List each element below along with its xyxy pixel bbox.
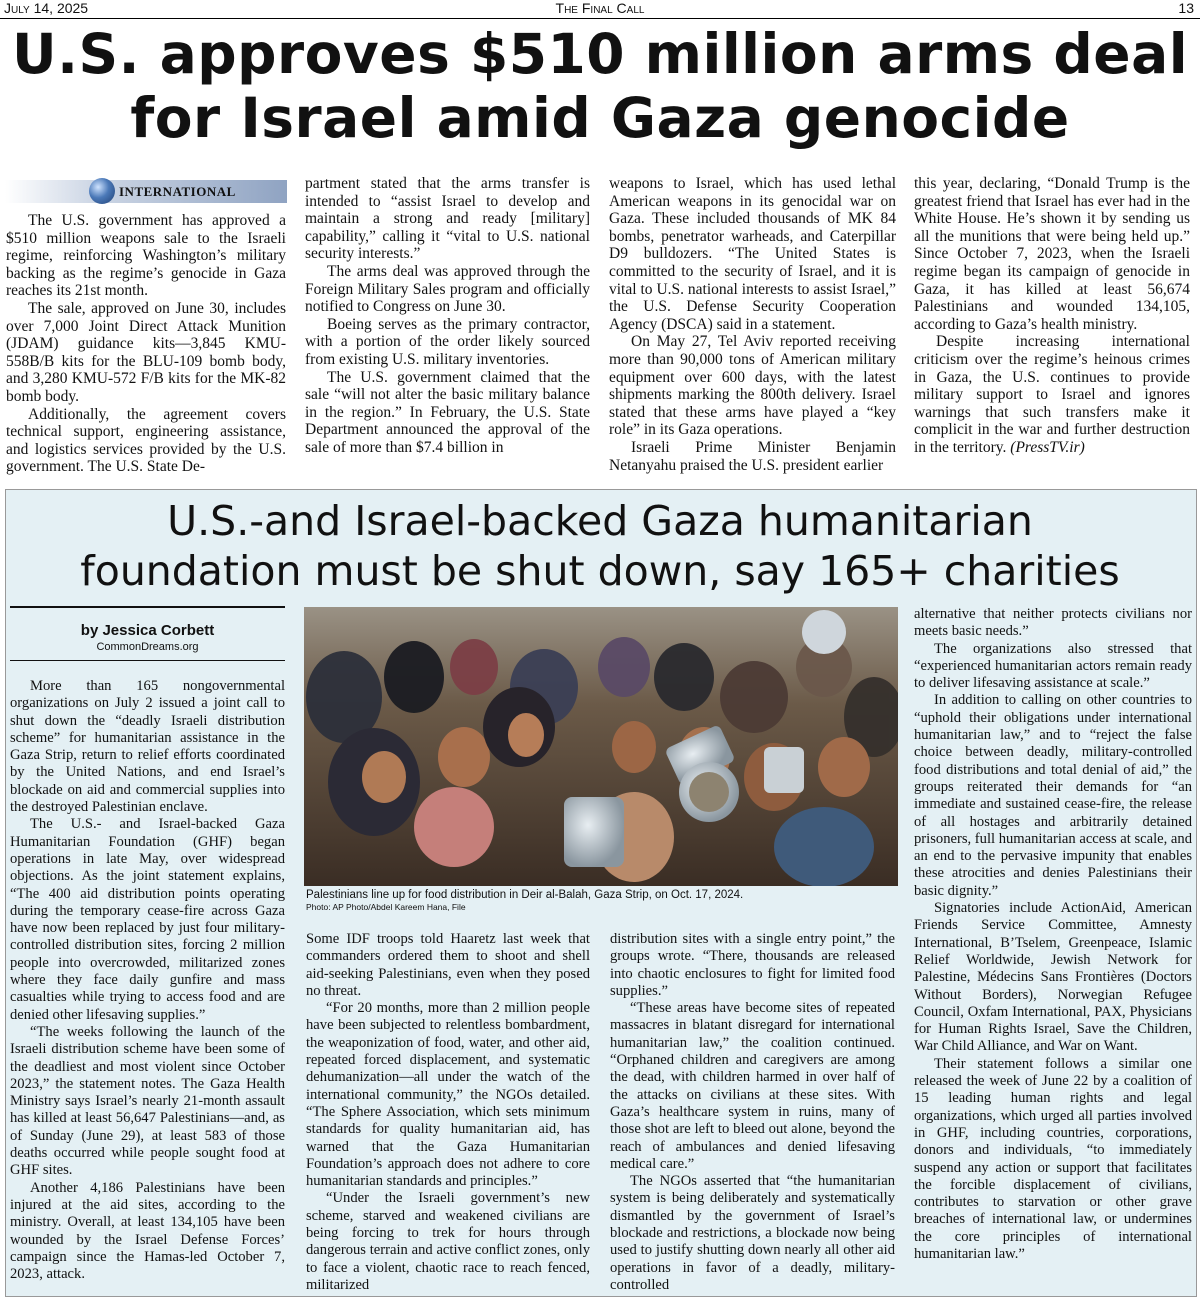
paragraph-text: Despite increasing international criticism over the regime’s heinous crimes in Gaza, the U.S. continues to provide military support to Israel and ignores warnings that such transfers make it complicit in the war and further destruction in the territory. — [914, 333, 1190, 456]
paragraph: weapons to Israel, which has used lethal American weapons in its genocidal war on Gaza. These included thousands of MK 84 bombs, penetrator warheads, and Caterpillar D9 bulldozers. “The United States is committed to the security of Israel, and it is vital to U.S. national interests to assist Israel,” the U.S. Defense Security Cooperation Agency (DSCA) said in a statement. — [609, 175, 896, 333]
paragraph: distribution sites with a single entry point,” the groups wrote. “There, thousands are released into chaotic enclosures to fight for limited food supplies.” — [610, 931, 895, 999]
article2-headline-line1: U.S.-and Israel-backed Gaza humanitarian — [167, 497, 1033, 545]
paragraph: The U.S. government has approved a $510 million weapons sale to the Israeli regime, reinforcing Washington’s military backing as the regime’s genocide in Gaza reaches its 21st month. — [6, 212, 286, 300]
photo-credit: Photo: AP Photo/Abdel Kareem Hana, File — [306, 902, 466, 912]
paragraph: alternative that neither protects civilians nor meets basic needs.” — [914, 606, 1192, 640]
paragraph: The U.S.- and Israel-backed Gaza Humanitarian Foundation (GHF) began operations in late May, over widespread objections. As the joint statement explains, “The 400 aid distribution points operating during the temporary cease-fire across Gaza have now been replaced by just four military-controlled distribution sites, forcing 2 million people into overcrowded, militarized zones where they face daily gunfire and mass casualties while trying to access food and are denied other lifesaving supplies.” — [10, 816, 285, 1023]
article2-column-4 — [914, 606, 1192, 1263]
paragraph: On May 27, Tel Aviv reported receiving more than 90,000 tons of American military equipment over 600 days, with the latest shipments marking the 800th delivery. Israel stated that these arms have played a “key role” in its Gaza operations. — [609, 333, 896, 439]
paragraph: The sale, approved on June 30, includes over 7,000 Joint Direct Attack Munition (JDAM) guidance kits—3,845 KMU-558B/B kits for the BLU-109 bomb body, and 3,280 KMU-572 F/B kits for the MK-82 bomb body. — [6, 299, 286, 405]
article1-column-3 — [609, 175, 896, 474]
photo-caption-block — [306, 888, 898, 913]
article1-headline-line1: U.S. approves $510 million arms deal — [11, 22, 1189, 86]
article1-column-1 — [6, 212, 286, 476]
photo-caption: Palestinians line up for food distribution in Deir al-Balah, Gaza Strip, on Oct. 17, 2024. — [306, 889, 744, 901]
paragraph: this year, declaring, “Donald Trump is the greatest friend that Israel has ever had in the White House. He’s shown it by sending us all the munitions that were being held up.” Since October 7, 2023, when the Israeli regime began its campaign of genocide in Gaza, it has killed at least 56,674 Palestinians and wounded 134,105, according to Gaza’s health ministry. — [914, 175, 1190, 333]
paragraph: Boeing serves as the primary contractor, with a portion of the order likely sourced from existing U.S. military inventories. — [305, 315, 590, 368]
paragraph: The arms deal was approved through the Foreign Military Sales program and officially notified to Congress on June 30. — [305, 262, 590, 316]
newspaper-name: The Final Call — [555, 0, 645, 16]
crowd-photo-illustration — [304, 607, 898, 886]
paragraph: Some IDF troops told Haaretz last week that commanders ordered them to shoot and shell aid-seeking Palestinians, even when they posed no threat. — [306, 931, 590, 999]
paragraph: The NGOs asserted that “the humanitarian system is being deliberately and systematically dismantled by the government of Israel’s blockade and restrictions, a blockade now being used to justify shutting down nearly all other aid operations in favor of a deadly, military-controlled — [610, 1173, 895, 1293]
paragraph: Their statement follows a similar one released the week of June 22 by a coalition of 15 leading human rights and legal organizations, which urged all parties involved in GHF, including countries, corporations, donors and individuals, “to immediately suspend any action or support that facilitates the forcible displacement of civilians, contributes to starvation or other grave breaches of international law, or undermines the core principles of international humanitarian law.” — [914, 1055, 1192, 1262]
paragraph: partment stated that the arms transfer is intended to “assist Israel to develop and maintain a strong and ready [military] capability,” calling it “vital to U.S. national security interests.” — [305, 175, 590, 263]
paragraph: Additionally, the agreement covers technical support, engineering assistance, and logistics services provided by the U.S. government. The U.S. State De- — [6, 405, 286, 476]
section-tag — [5, 180, 287, 203]
paragraph: The U.S. government claimed that the sale “will not alter the basic military balance in the region.” In February, the U.S. State Department announced the approval of the sale of more than $7.4 billion in — [305, 368, 590, 456]
page-number: 13 — [1178, 0, 1194, 16]
globe-icon — [89, 178, 115, 204]
paragraph — [914, 333, 1190, 456]
news-photo — [304, 607, 898, 886]
article2-headline — [0, 496, 1200, 596]
issue-date: July 14, 2025 — [4, 0, 89, 16]
article1-column-2 — [305, 175, 590, 457]
article1-headline-line2: for Israel amid Gaza genocide — [130, 86, 1070, 150]
paragraph: “Under the Israeli government’s new scheme, starved and weakened civilians are being forcing to trek for hours through dangerous terrain and active conflict zones, only to face a violent, chaotic race to reach fenced, militarized — [306, 1190, 590, 1293]
author-name: by Jessica Corbett — [80, 622, 215, 639]
article1-column-4 — [914, 175, 1190, 457]
paragraph: “These areas have become sites of repeated massacres in blatant disregard for international humanitarian law,” the coalition continued. “Orphaned children and caregivers are among the dead, with children harmed in over half of the attacks on civilians at these sites. With Gaza’s healthcare system in ruins, many of those shot are left to bleed out alone, beyond the reach of ambulances and denied lifesaving medical care.” — [610, 1000, 895, 1172]
byline-source: CommonDreams.org — [96, 641, 199, 653]
article1-headline — [0, 22, 1200, 150]
section-label: INTERNATIONAL — [119, 184, 236, 199]
paragraph: The organizations also stressed that “experienced humanitarian actors remain ready to deliver lifesaving assistance at scale.” — [914, 640, 1192, 692]
article2-column-1 — [10, 678, 285, 1283]
article2-column-2 — [306, 931, 590, 1294]
paragraph: More than 165 nongovernmental organizations on July 2 issued a joint call to shut down the “deadly Israeli distribution scheme” for humanitarian assistance in the Gaza Strip, return to relief efforts coordinated by the United Nations, and end Israel’s blockade on aid and commercial supplies into the destroyed Palestinian enclave. — [10, 678, 285, 816]
paragraph: Another 4,186 Palestinians have been injured at the aid sites, according to the ministry. Overall, at least 134,105 have been wounded by the Israel Defense Forces’ campaign since the Hamas-led October 7, 2023, attack. — [10, 1179, 285, 1283]
byline — [10, 606, 285, 661]
running-head — [0, 0, 1200, 19]
paragraph: “The weeks following the launch of the Israeli distribution scheme have been some of the deadliest and most violent since October 2023,” the statement notes. The Gaza Health Ministry says Israel’s nearly 21-month assault has killed at least 56,647 Palestinians—and, as of Sunday (June 29), at least 583 of those deaths occurred while people sought food at GHF sites. — [10, 1023, 285, 1179]
article2-headline-line2: foundation must be shut down, say 165+ charities — [80, 547, 1120, 595]
paragraph: “For 20 months, more than 2 million people have been subjected to relentless bombardment, the weaponization of food, water, and other aid, repeated forced displacement, and systematic dehumanization—all under the watch of the international community,” the NGOs detailed. “The Sphere Association, which sets minimum standards for quality humanitarian aid, has warned that the Gaza Humanitarian Foundation’s approach does not adhere to core humanitarian standards and principles.” — [306, 1000, 590, 1190]
paragraph: Signatories include ActionAid, American Friends Service Committee, Amnesty International, B’Tselem, Greenpeace, Islamic Relief Worldwide, Jewish Network for Palestine, Médecins Sans Frontières (Doctors Without Borders), Norwegian Refugee Council, Oxfam International, PAX, Physicians for Human Rights Israel, Save the Children, War Child Alliance, and War on Want. — [914, 900, 1192, 1055]
paragraph: In addition to calling on other countries to “uphold their obligations under international humanitarian law,” and to “reject the false choice between deadly, military-controlled food distributions and total denial of aid,” the groups reiterated their demands for “an immediate and sustained cease-fire, the release of all hostages and arbitrarily detained prisoners, full humanitarian access at scale, and an end to the pervasive impunity that enables these atrocities and denies Palestinians their basic dignity.” — [914, 692, 1192, 899]
source-credit: (PressTV.ir) — [1010, 438, 1085, 456]
article2-column-3 — [610, 931, 895, 1294]
paragraph: Israeli Prime Minister Benjamin Netanyahu praised the U.S. president earlier — [609, 438, 896, 474]
